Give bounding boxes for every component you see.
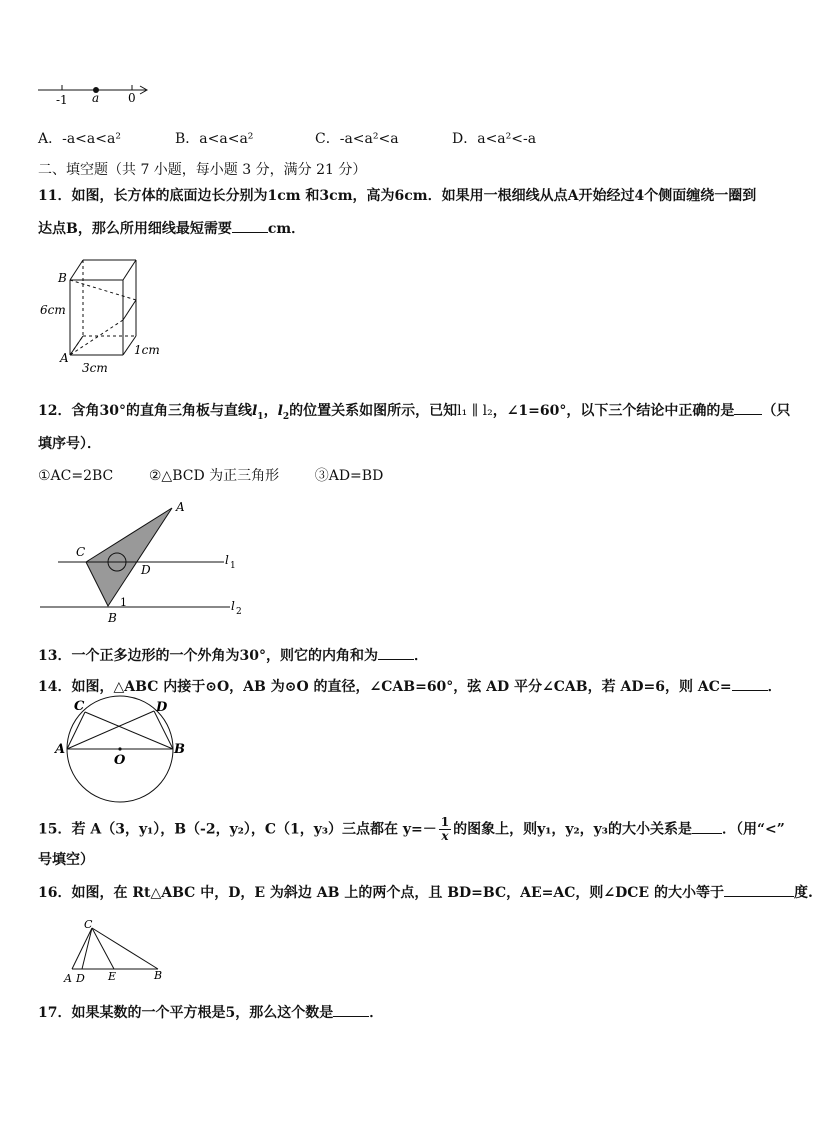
q17: 17．如果某数的一个平方根是5，那么这个数是 ． bbox=[38, 1002, 383, 1023]
option-c: C．-a<a²<a bbox=[315, 131, 399, 147]
q12-line2: 填序号）． bbox=[38, 436, 101, 452]
cuboid-figure bbox=[38, 250, 168, 378]
svg-text:a: a bbox=[92, 91, 100, 105]
svg-text:B: B bbox=[154, 969, 163, 982]
q15-line1: 15．若 A（3，y₁），B（-2，y₂），C（1，y₃）三点都在 y=－ $\frac{1}{x}$ 的图象上，则y₁，y₂，y₃的大小关系是 ．（用“<” bbox=[38, 815, 785, 843]
svg-text:1: 1 bbox=[230, 561, 236, 571]
svg-text:A: A bbox=[176, 500, 185, 514]
svg-text:O: O bbox=[114, 753, 126, 768]
option-a: A．-a<a<a² bbox=[38, 131, 121, 147]
svg-text:l: l bbox=[231, 599, 235, 613]
svg-text:-1: -1 bbox=[56, 93, 68, 107]
right-triangle-figure bbox=[58, 916, 176, 988]
svg-text:A: A bbox=[64, 972, 72, 985]
svg-text:A: A bbox=[55, 742, 66, 757]
q15-line2: 号填空） bbox=[38, 852, 94, 868]
fraction: $\frac{1}{x}$ bbox=[440, 815, 450, 843]
svg-text:1cm: 1cm bbox=[134, 343, 160, 357]
svg-text:D: D bbox=[76, 972, 85, 985]
svg-text:D: D bbox=[141, 563, 151, 577]
svg-text:A: A bbox=[60, 351, 69, 365]
svg-text:2: 2 bbox=[236, 607, 242, 617]
svg-text:1: 1 bbox=[120, 596, 127, 609]
q12-line1: 12．含角30°的直角三角板与直线$l_1$，$l_2$的位置关系如图所示，已知l₁ ∥ l₂，∠1=60°，以下三个结论中正确的是 （只 bbox=[38, 400, 790, 427]
option-d: D．a<a²<-a bbox=[452, 131, 537, 147]
number-line-figure bbox=[36, 80, 154, 110]
circle-figure bbox=[50, 696, 190, 808]
svg-text:E: E bbox=[108, 970, 117, 983]
svg-text:6cm: 6cm bbox=[40, 303, 66, 317]
svg-text:D: D bbox=[156, 700, 168, 715]
q16: 16．如图，在 Rt△ABC 中，D，E 为斜边 AB 上的两个点，且 BD=BC，AE=AC，则∠DCE 的大小等于 度. bbox=[38, 882, 813, 903]
q11-line2: 达点B，那么所用细线最短需要 cm． bbox=[38, 218, 305, 239]
section-title: 二、填空题（共 7 小题，每小题 3 分，满分 21 分） bbox=[38, 162, 367, 178]
svg-text:C: C bbox=[76, 545, 86, 559]
q13: 13．一个正多边形的一个外角为30°，则它的内角和为 ． bbox=[38, 645, 428, 666]
svg-text:3cm: 3cm bbox=[82, 361, 108, 375]
svg-text:C: C bbox=[74, 699, 85, 714]
svg-text:C: C bbox=[84, 918, 93, 931]
svg-text:l: l bbox=[225, 553, 229, 567]
q12-options: ①AC=2BC ②△BCD 为正三角形 ③AD=BD bbox=[38, 468, 384, 484]
svg-text:B: B bbox=[174, 742, 185, 757]
q11-line1: 11．如图，长方体的底面边长分别为1cm 和3cm，高为6cm．如果用一根细线从点A开始经过4个侧面缠绕一圈到 bbox=[38, 188, 757, 204]
triangle-lines-figure bbox=[38, 498, 250, 628]
svg-text:B: B bbox=[108, 611, 117, 625]
svg-text:0: 0 bbox=[128, 91, 136, 105]
q14: 14．如图，△ABC 内接于⊙O，AB 为⊙O 的直径，∠CAB=60°，弦 AD 平分∠CAB，若 AD=6，则 AC= ． bbox=[38, 676, 782, 697]
option-b: B．a<a<a² bbox=[175, 131, 254, 147]
svg-text:B: B bbox=[58, 271, 67, 285]
